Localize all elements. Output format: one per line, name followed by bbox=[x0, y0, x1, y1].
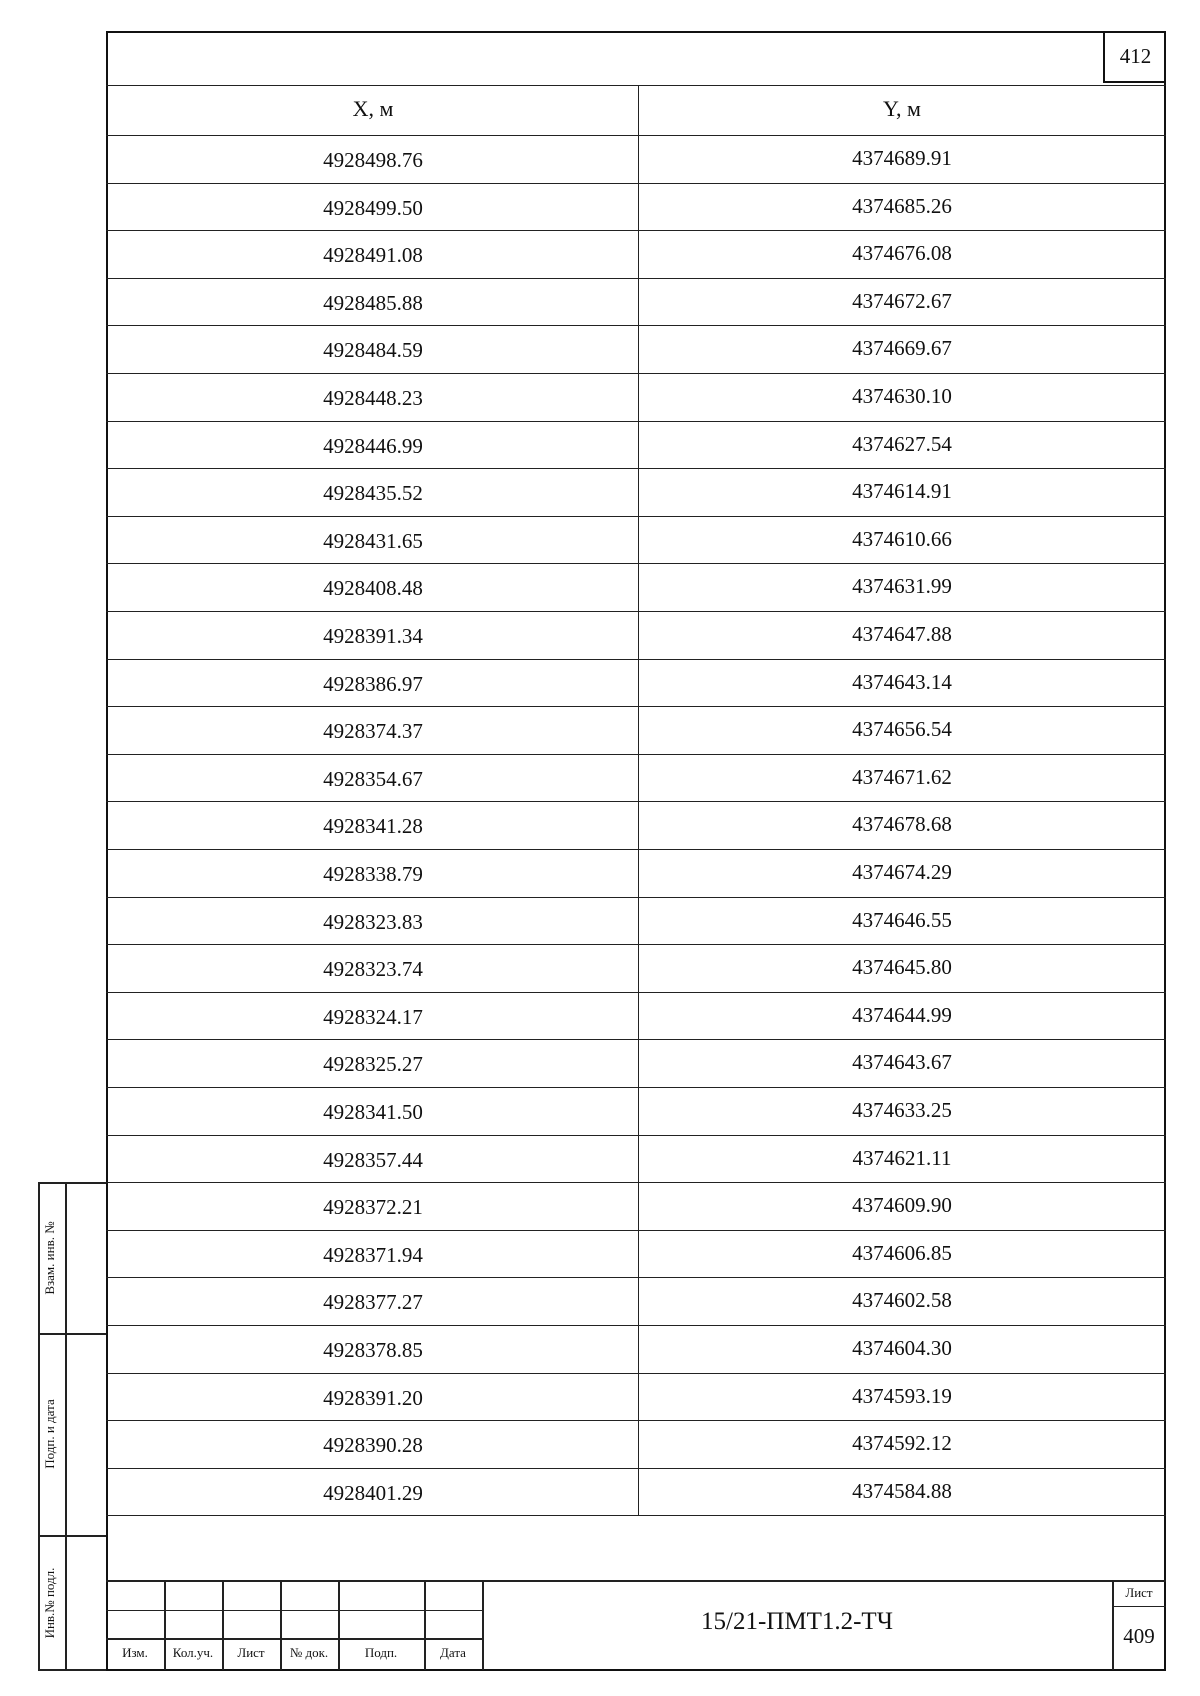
cell-x: 4928377.27 bbox=[323, 1290, 423, 1315]
row-divider bbox=[106, 611, 1166, 612]
cell-y: 4374593.19 bbox=[852, 1383, 952, 1408]
cell-y: 4374678.68 bbox=[852, 812, 952, 837]
cell-x: 4928491.08 bbox=[323, 243, 423, 268]
cell-x: 4928401.29 bbox=[323, 1480, 423, 1505]
cell-x: 4928499.50 bbox=[323, 195, 423, 220]
row-divider bbox=[106, 516, 1166, 517]
row-divider bbox=[106, 325, 1166, 326]
cell-x: 4928390.28 bbox=[323, 1433, 423, 1458]
cell-y: 4374689.91 bbox=[852, 146, 952, 170]
cell-y: 4374592.12 bbox=[852, 1431, 952, 1456]
cell-x: 4928323.74 bbox=[323, 957, 423, 982]
cell-y: 4374646.55 bbox=[852, 907, 952, 932]
cell-x: 4928391.20 bbox=[323, 1385, 423, 1410]
cell-y: 4374669.67 bbox=[852, 336, 952, 361]
row-divider bbox=[106, 992, 1166, 993]
tb-col-nom-dok: № док. bbox=[289, 1645, 329, 1660]
header-bottom-line bbox=[106, 135, 1166, 136]
cell-y: 4374643.14 bbox=[852, 669, 952, 694]
row-divider bbox=[106, 421, 1166, 422]
tb-sheet-row-line bbox=[1112, 1606, 1166, 1607]
table-top-line bbox=[106, 85, 1166, 86]
cell-y: 4374671.62 bbox=[852, 764, 952, 789]
row-divider bbox=[106, 1325, 1166, 1326]
cell-y: 4374645.80 bbox=[852, 955, 952, 980]
strip-inner-line bbox=[65, 1182, 67, 1671]
top-page-number: 412 bbox=[1103, 31, 1166, 83]
header-x: X, м bbox=[352, 96, 394, 121]
cell-y: 4374685.26 bbox=[852, 193, 952, 218]
cell-y: 4374672.67 bbox=[852, 288, 952, 313]
strip-outer-line bbox=[38, 1182, 40, 1671]
cell-x: 4928341.50 bbox=[323, 1100, 423, 1124]
cell-y: 4374676.08 bbox=[852, 241, 952, 266]
row-divider bbox=[106, 1230, 1166, 1231]
tb-col-data: Дата bbox=[440, 1645, 466, 1660]
row-divider bbox=[106, 1087, 1166, 1088]
cell-x: 4928435.52 bbox=[323, 481, 423, 506]
row-divider bbox=[106, 1515, 1166, 1516]
row-divider bbox=[106, 897, 1166, 898]
row-divider bbox=[106, 373, 1166, 374]
vzam-inv-label: Взам. инв. № bbox=[42, 1221, 57, 1295]
cell-x: 4928386.97 bbox=[323, 671, 423, 696]
cell-x: 4928323.83 bbox=[323, 909, 423, 934]
row-divider bbox=[106, 278, 1166, 279]
cell-x: 4928341.28 bbox=[323, 814, 423, 839]
podp-data-label: Подп. и дата bbox=[42, 1399, 57, 1469]
inv-podl-label: Инв.№ подл. bbox=[42, 1567, 57, 1639]
row-divider bbox=[106, 849, 1166, 850]
row-divider bbox=[106, 563, 1166, 564]
cell-y: 4374609.90 bbox=[852, 1193, 952, 1218]
tb-col-kol-uch: Кол.уч. bbox=[172, 1645, 214, 1660]
cell-y: 4374631.99 bbox=[852, 574, 952, 599]
cell-x: 4928498.76 bbox=[323, 148, 423, 172]
row-divider bbox=[106, 754, 1166, 755]
row-divider bbox=[106, 1039, 1166, 1040]
cell-y: 4374610.66 bbox=[852, 526, 952, 551]
document-code: 15/21-ПМТ1.2-ТЧ bbox=[701, 1608, 893, 1635]
cell-x: 4928378.85 bbox=[323, 1338, 423, 1362]
cell-y: 4374614.91 bbox=[852, 479, 952, 504]
cell-x: 4928338.79 bbox=[323, 862, 423, 886]
cell-x: 4928391.34 bbox=[323, 624, 423, 648]
cell-x: 4928324.17 bbox=[323, 1004, 423, 1029]
row-divider bbox=[106, 801, 1166, 802]
cell-y: 4374633.25 bbox=[852, 1098, 952, 1122]
cell-x: 4928354.67 bbox=[323, 766, 423, 791]
cell-x: 4928325.27 bbox=[323, 1052, 423, 1077]
cell-y: 4374627.54 bbox=[852, 431, 952, 456]
cell-y: 4374656.54 bbox=[852, 717, 952, 742]
row-divider bbox=[106, 659, 1166, 660]
cell-x: 4928372.21 bbox=[323, 1195, 423, 1220]
cell-y: 4374647.88 bbox=[852, 622, 952, 646]
header-y: Y, м bbox=[883, 96, 921, 121]
cell-y: 4374606.85 bbox=[852, 1240, 952, 1265]
cell-y: 4374630.10 bbox=[852, 384, 952, 408]
cell-x: 4928446.99 bbox=[323, 433, 423, 458]
row-divider bbox=[106, 230, 1166, 231]
cell-y: 4374674.29 bbox=[852, 860, 952, 884]
tb-col-list: Лист bbox=[237, 1645, 265, 1660]
cell-x: 4928448.23 bbox=[323, 386, 423, 410]
row-divider bbox=[106, 944, 1166, 945]
cell-x: 4928431.65 bbox=[323, 528, 423, 553]
cell-y: 4374621.11 bbox=[852, 1145, 952, 1170]
tb-col-podp: Подп. bbox=[364, 1645, 398, 1660]
tb-col-izm: Изм. bbox=[122, 1645, 148, 1660]
cell-y: 4374602.58 bbox=[852, 1288, 952, 1313]
cell-y: 4374643.67 bbox=[852, 1050, 952, 1075]
row-divider bbox=[106, 1420, 1166, 1421]
row-divider bbox=[106, 183, 1166, 184]
title-block-top-line bbox=[106, 1580, 1166, 1582]
row-divider bbox=[106, 1277, 1166, 1278]
cell-x: 4928484.59 bbox=[323, 338, 423, 363]
strip-line-1 bbox=[38, 1333, 106, 1335]
cell-x: 4928408.48 bbox=[323, 576, 423, 601]
column-divider bbox=[638, 85, 639, 1515]
row-divider bbox=[106, 706, 1166, 707]
sheet-label: Лист bbox=[1125, 1585, 1153, 1600]
row-divider bbox=[106, 1182, 1166, 1183]
cell-x: 4928485.88 bbox=[323, 290, 423, 315]
cell-x: 4928374.37 bbox=[323, 719, 423, 744]
sheet-number: 409 bbox=[1123, 1624, 1155, 1648]
row-divider bbox=[106, 468, 1166, 469]
cell-y: 4374644.99 bbox=[852, 1002, 952, 1027]
cell-y: 4374604.30 bbox=[852, 1336, 952, 1360]
cell-x: 4928371.94 bbox=[323, 1242, 423, 1267]
row-divider bbox=[106, 1373, 1166, 1374]
cell-y: 4374584.88 bbox=[852, 1478, 952, 1503]
row-divider bbox=[106, 1135, 1166, 1136]
cell-x: 4928357.44 bbox=[323, 1147, 423, 1172]
row-divider bbox=[106, 1468, 1166, 1469]
